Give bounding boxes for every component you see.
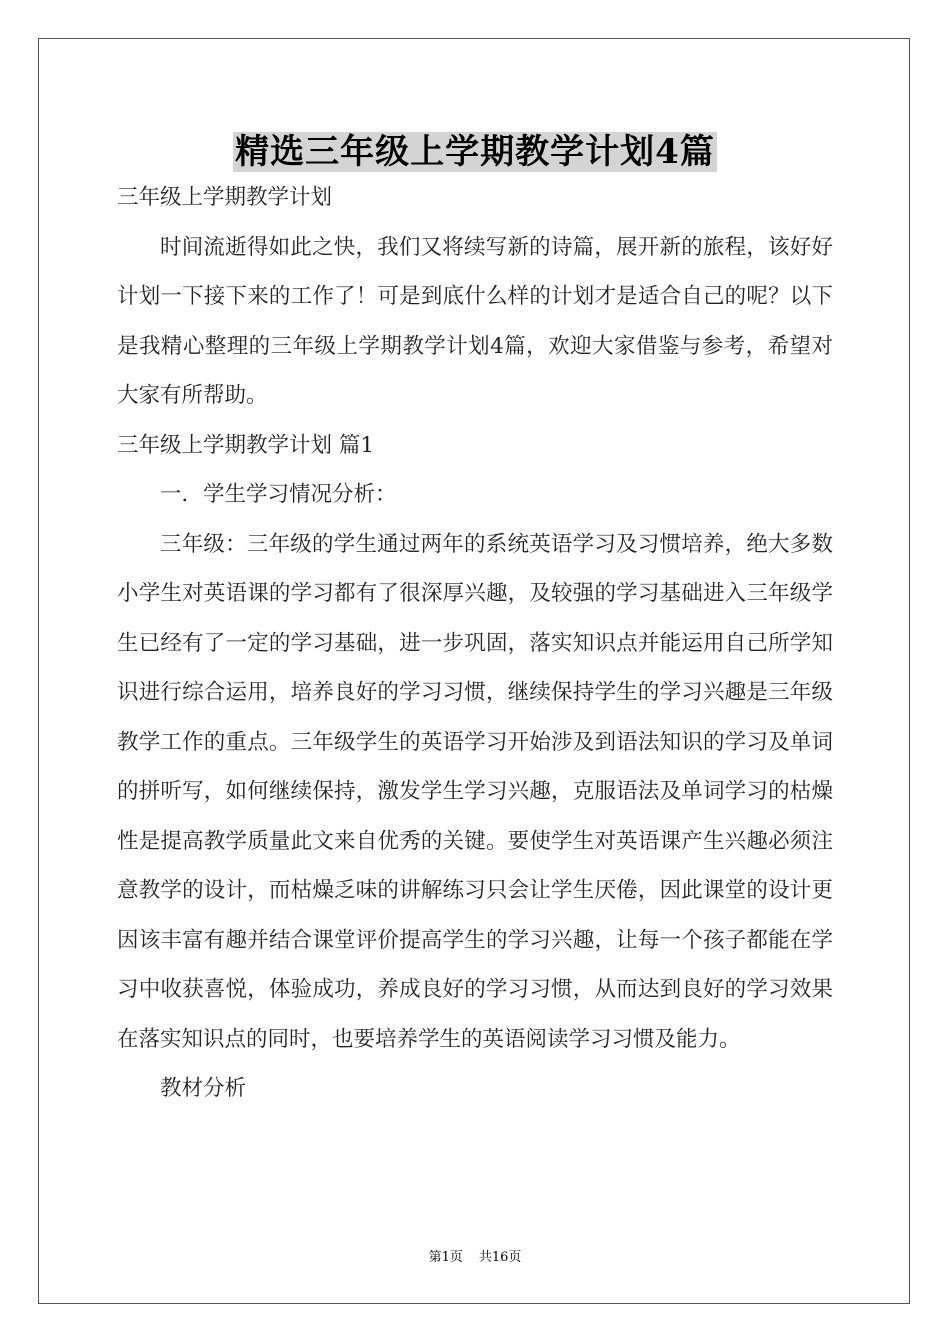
paragraph: 三年级上学期教学计划 xyxy=(117,185,333,210)
page-number: 第1页 xyxy=(428,1250,463,1265)
paragraph: 教材分析 xyxy=(160,1076,247,1101)
document-title: 精选三年级上学期教学计划4篇 xyxy=(235,132,715,172)
paragraph: 一．学生学习情况分析： xyxy=(160,482,397,507)
document-body xyxy=(117,173,833,1114)
paragraph: 时间流逝得如此之快，我们又将续写新的诗篇，展开新的旅程，该好好计划一下接下来的工作了！可是到底什么样的计划才是适合自己的呢？以下是我精心整理的三年级上学期教学计划4篇，欢迎大家借鉴与参考，希望对大家有所帮助。 xyxy=(117,234,833,408)
page-footer xyxy=(0,1246,950,1265)
paragraph: 三年级：三年级的学生通过两年的系统英语学习及习惯培养，绝大多数小学生对英语课的学习都有了很深厚兴趣，及较强的学习基础进入三年级学生已经有了一定的学习基础，进一步巩固，落实知识点并能运用自己所学知识进行综合运用，培养良好的学习习惯，继续保持学生的学习兴趣是三年级教学工作的重点。三年级学生的英语学习开始涉及到语法知识的学习及单词的拼听写，如何继续保持，激发学生学习兴趣，克服语法及单词学习的枯燥性是提高教学质量此文来自优秀的关键。要使学生对英语课产生兴趣必须注意教学的设计，而枯燥乏味的讲解练习只会让学生厌倦，因此课堂的设计更因该丰富有趣并结合课堂评价提高学生的学习兴趣，让每一个孩子都能在学习中收获喜悦，体验成功，养成良好的学习习惯，从而达到良好的学习效果在落实知识点的同时，也要培养学生的英语阅读学习习惯及能力。 xyxy=(117,531,833,1052)
page-total: 共16页 xyxy=(478,1250,522,1265)
paragraph: 三年级上学期教学计划 篇1 xyxy=(117,432,375,458)
document-title-container xyxy=(0,124,950,173)
